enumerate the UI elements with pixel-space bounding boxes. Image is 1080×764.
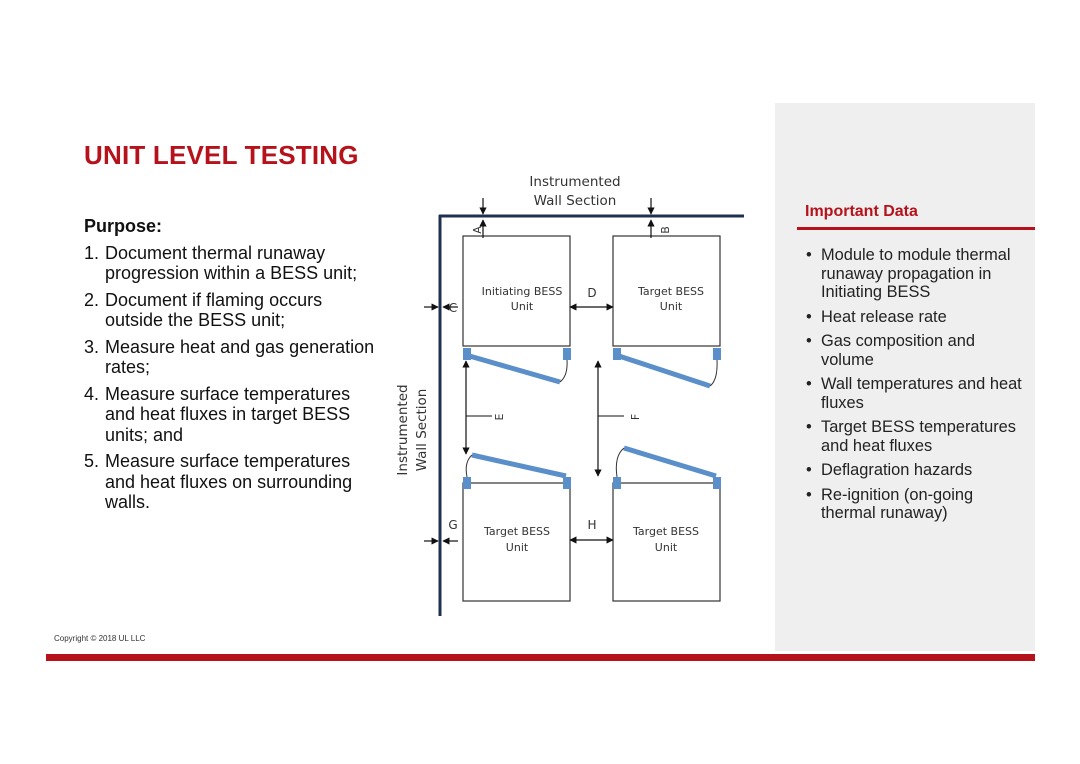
target-unit-top-label-line2: Unit: [659, 300, 683, 313]
item-number: 2.: [84, 289, 100, 310]
list-item: [806, 418, 1031, 455]
list-item-text: Target BESS temperatures and heat fluxes: [821, 418, 1016, 455]
target-unit-top-label-line1: Target BESS: [638, 285, 704, 298]
list-item: [806, 308, 1031, 327]
test-layout-diagram: [380, 168, 760, 620]
purpose-item: [84, 290, 384, 331]
target-unit-bl-label-line1: Target BESS: [484, 525, 550, 538]
item-number: 4.: [84, 383, 100, 404]
bullet-icon: •: [806, 246, 812, 264]
top-wall-label-line1: Instrumented: [529, 174, 621, 190]
list-item-text: Deflagration hazards: [821, 461, 973, 479]
important-data-title: Important Data: [805, 203, 918, 220]
copyright-notice: Copyright © 2018 UL LLC: [54, 634, 146, 643]
purpose-item: [84, 384, 384, 446]
door-initiating-unit: [463, 348, 571, 382]
bullet-icon: •: [806, 332, 812, 350]
important-data-panel: [775, 103, 1035, 651]
dimension-d: [570, 286, 613, 307]
item-number: 1.: [84, 242, 100, 263]
dimension-f: [598, 361, 642, 476]
item-text: Measure surface temperatures and heat fluxes in target BESS units; and: [105, 383, 351, 445]
list-item-text: Module to module thermal runaway propagation in Initiating BESS: [821, 246, 1011, 301]
purpose-heading: Purpose:: [84, 216, 163, 236]
top-wall-label-line2: Wall Section: [533, 193, 617, 209]
item-text: Measure surface temperatures and heat fluxes on surrounding walls.: [105, 451, 353, 512]
dimension-h: [570, 518, 613, 540]
initiating-unit-label-line2: Unit: [510, 300, 534, 313]
important-data-list: [806, 246, 1031, 529]
list-item-text: Gas composition and volume: [821, 332, 975, 369]
list-item-text: Heat release rate: [821, 307, 947, 326]
list-item: [806, 332, 1031, 369]
label-e: E: [493, 413, 506, 421]
slide-title: UNIT LEVEL TESTING: [84, 140, 359, 170]
side-wall-label-line1: Instrumented: [395, 384, 411, 476]
label-h: H: [587, 518, 597, 532]
list-item-text: Re-ignition (on-going thermal runaway): [821, 485, 974, 522]
bullet-icon: •: [806, 307, 812, 326]
purpose-item: [84, 243, 384, 284]
bullet-icon: •: [806, 461, 812, 479]
dimension-e: [466, 361, 506, 454]
bullet-icon: •: [806, 485, 812, 504]
list-item: [806, 461, 1031, 480]
dimension-a: [471, 198, 484, 238]
purpose-item: [84, 337, 384, 378]
title-underline: [797, 227, 1035, 230]
door-target-unit-top: [613, 348, 721, 386]
item-text: Document if flaming occurs outside the BESS unit;: [105, 289, 323, 330]
label-b: B: [659, 226, 672, 234]
label-g: G: [448, 518, 458, 532]
target-unit-bl-label-line2: Unit: [505, 541, 529, 554]
purpose-item: [84, 451, 384, 513]
bullet-icon: •: [806, 375, 812, 393]
label-d: D: [587, 286, 597, 300]
list-item: [806, 486, 1031, 523]
footer-bar: [46, 654, 1035, 661]
purpose-list: [84, 243, 384, 513]
list-item-text: Wall temperatures and heat fluxes: [821, 375, 1022, 412]
item-number: 3.: [84, 336, 100, 357]
side-wall-label-line2: Wall Section: [414, 388, 430, 472]
label-c: C: [448, 301, 458, 315]
side-wall-label: [395, 384, 430, 475]
list-item: [806, 375, 1031, 412]
label-f: F: [629, 413, 642, 421]
label-a: A: [471, 226, 484, 234]
item-text: Measure heat and gas generation rates;: [105, 336, 375, 377]
list-item: [806, 246, 1031, 302]
bullet-icon: •: [806, 418, 812, 436]
dimension-b: [651, 198, 672, 238]
target-unit-br-label-line1: Target BESS: [633, 525, 699, 538]
item-number: 5.: [84, 451, 100, 471]
initiating-unit-label-line1: Initiating BESS: [481, 285, 563, 298]
item-text: Document thermal runaway progression within a BESS unit;: [105, 242, 358, 283]
target-unit-br-label-line2: Unit: [654, 541, 678, 554]
purpose-section: [84, 216, 384, 519]
